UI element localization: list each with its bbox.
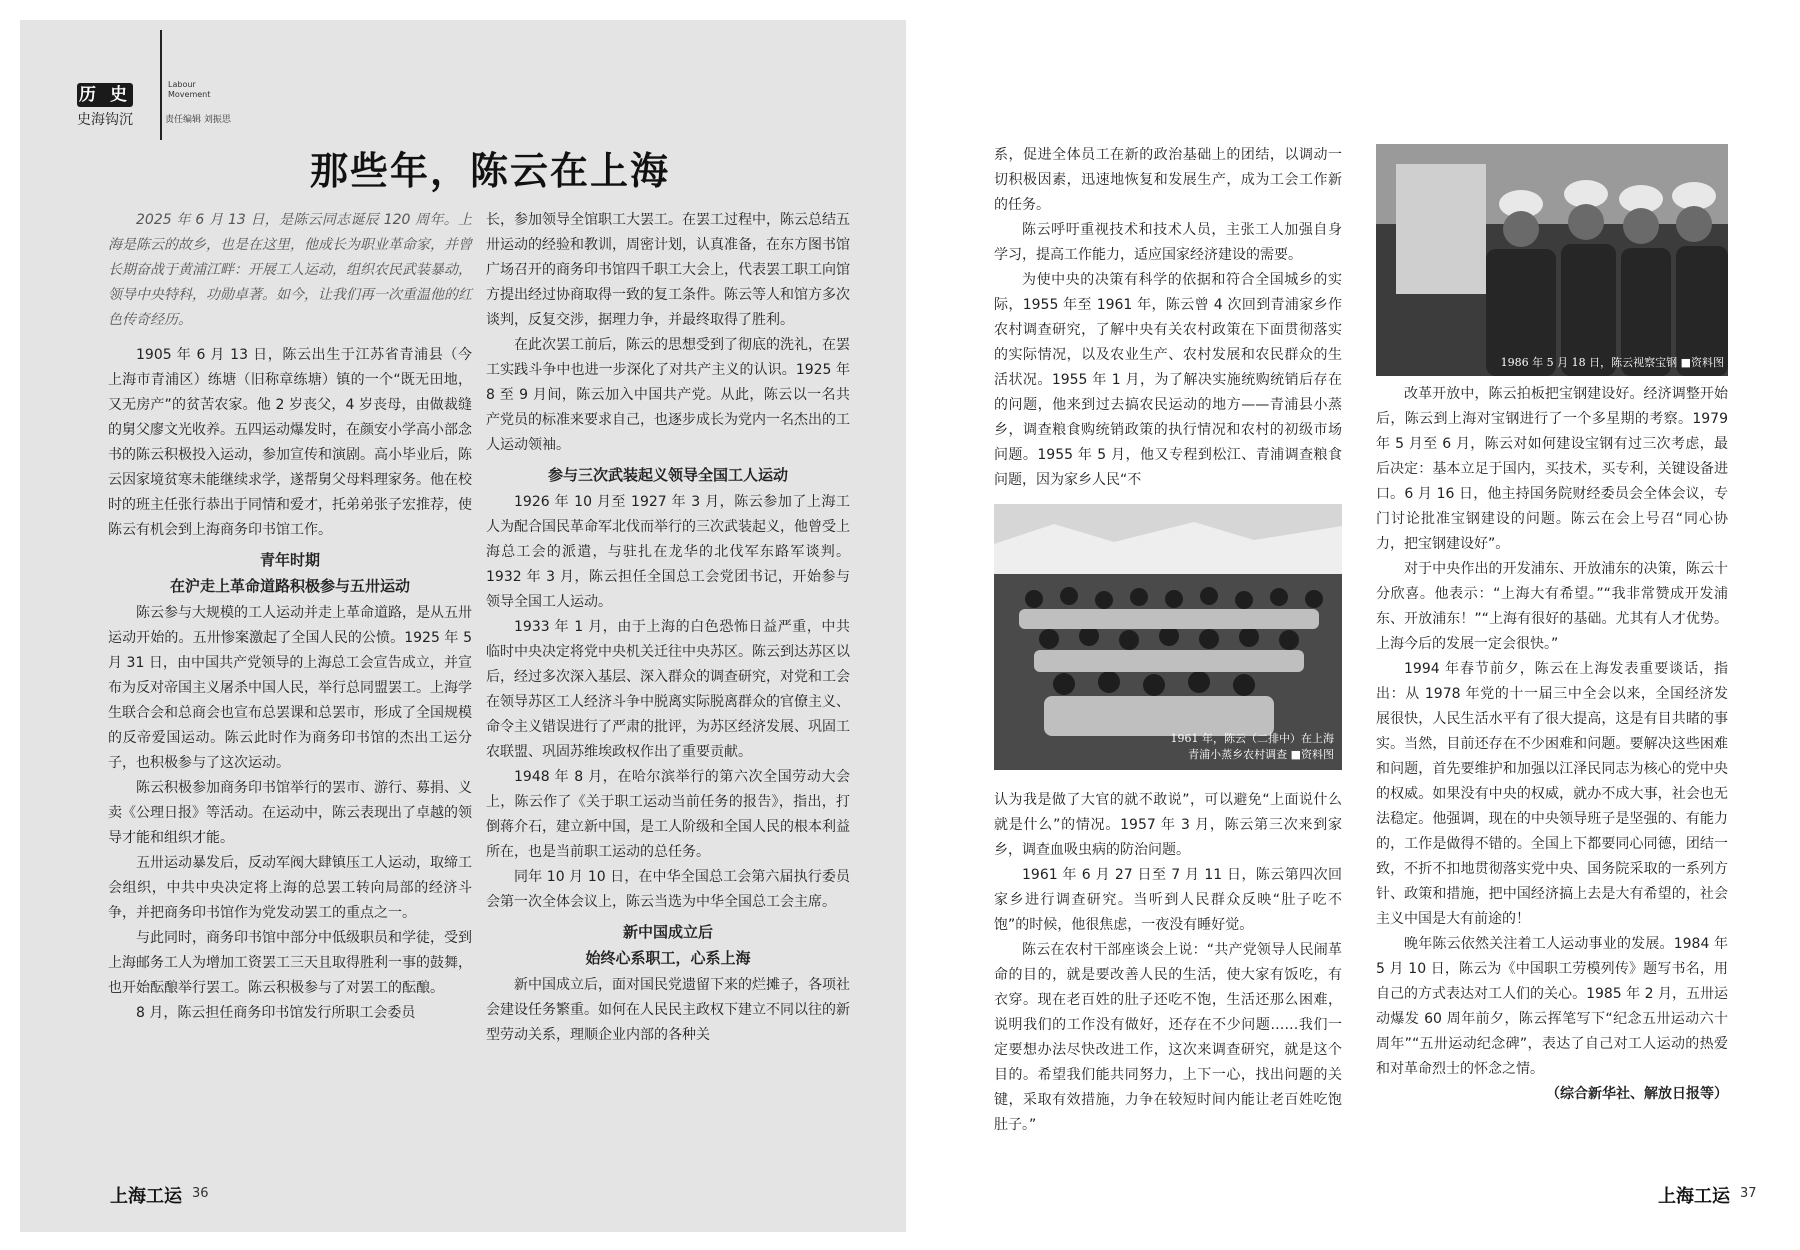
- section-english: Labour Movement: [168, 80, 211, 99]
- paragraph: 陈云在农村干部座谈会上说：“共产党领导人民闹革命的目的，就是要改善人民的生活，使大家有饭吃，有衣穿。现在老百姓的肚子还吃不饱，生活还那么困难，说明我们的工作没有做好，还存在不少问题……我们一定要想办法尽快改进工作，这次来调查研究，就是这个目的。希望我们能共同努力，上下一心，找出问题的关键，采取有效措施，力争在较短时间内能让老百姓吃饱肚子。”: [994, 942, 1342, 1133]
- baosteel-photo: [1376, 144, 1728, 376]
- editor-credit: 责任编辑 刘振思: [165, 115, 231, 125]
- paragraph: 陈云积极参加商务印书馆举行的罢市、游行、募捐、义卖《公理日报》等活动。在运动中，陈云表现出了卓越的领导才能和组织才能。: [108, 780, 472, 846]
- paragraph: 陈云参与大规模的工人运动并走上革命道路，是从五卅运动开始的。五卅惨案激起了全国人民的公愤。1925 年 5 月 31 日，由中国共产党领导的上海总工会宣告成立，并宣布为反对帝国主义屠杀中国人民，举行总同盟罢工。上海学生联合会和总商会也宣布总罢课和总罢市，形成了全国规模的反帝爱国运动。陈云此时作为商务印书馆的杰出工运分子，也积极参与了这次运动。: [108, 605, 472, 771]
- column-4: [1376, 382, 1728, 1107]
- column-1: [108, 208, 472, 1026]
- section-heading: 参与三次武装起义领导全国工人运动: [547, 466, 788, 484]
- paragraph: 对于中央作出的开发浦东、开放浦东的决策，陈云十分欣喜。他表示：“上海大有希望。”“我非常赞成开发浦东、开放浦东！”“上海有很好的基础。尤其有人才优势。上海今后的发展一定会很快。”: [1376, 561, 1728, 652]
- paragraph: 同年 10 月 10 日，在中华全国总工会第六届执行委员会第一次全体会议上，陈云当选为中华全国总工会主席。: [486, 869, 850, 910]
- paragraph: 为使中央的决策有科学的依据和符合全国城乡的实际，1955 年至 1961 年，陈云曾 4 次回到青浦家乡作农村调查研究，了解中央有关农村政策在下面贯彻落实的实际情况，以及农业生产、农村发展和农民群众的生活状况。1955 年 1 月，为了解决实施统购统销后存在的问题，他来到过去搞农民运动的地方——青浦县小蒸乡，调查粮食购统销政策的执行情况和农村的初级市场问题。1955 年 5 月，他又专程到松江、青浦调查粮食问题，因为家乡人民“不: [994, 272, 1342, 488]
- paragraph: 改革开放中，陈云拍板把宝钢建设好。经济调整开始后，陈云到上海对宝钢进行了一个多星期的考察。1979 年 5 月至 6 月，陈云对如何建设宝钢有过三次考虑，最后决定：基本立足于国内，买技术，买专利，关键设备进口。6 月 16 日，他主持国务院财经委员会全体会议，专门讨论批准宝钢建设的问题。陈云在会上号召“同心协力，把宝钢建设好”。: [1376, 386, 1728, 552]
- paragraph: 1905 年 6 月 13 日，陈云出生于江苏省青浦县（今上海市青浦区）练塘（旧称章练塘）镇的一个“既无田地，又无房产”的贫苦农家。他 2 岁丧父，4 岁丧母，由做裁缝的舅父廖文光收养。五四运动爆发时，在颜安小学高小部念书的陈云积极投入运动，参加宣传和演剧。高小毕业后，陈云因家境贫寒未能继续求学，遂帮舅父母料理家务。他在校时的班主任张行恭出于同情和爱才，托弟弟张子宏推荐，使陈云有机会到上海商务印书馆工作。: [108, 347, 472, 538]
- paragraph: 与此同时，商务印书馆中部分中低级职员和学徒，受到上海邮务工人为增加工资罢工三天且取得胜利一事的鼓舞，也开始酝酿举行罢工。陈云积极参与了对罢工的酝酿。: [108, 930, 472, 996]
- section-tag: 历 史: [77, 83, 133, 107]
- page-number-right: 37: [1740, 1186, 1757, 1201]
- column-3: [994, 143, 1342, 493]
- right-page: [906, 20, 1780, 1232]
- paragraph: 陈云呼吁重视技术和技术人员，主张工人加强自身学习，提高工作能力，适应国家经济建设的需要。: [994, 222, 1342, 263]
- paragraph: 在此次罢工前后，陈云的思想受到了彻底的洗礼，在罢工实践斗争中也进一步深化了对共产主义的认识。1925 年 8 至 9 月间，陈云加入中国共产党。从此，陈云以一名共产党员的标准来要求自己，也逐步成长为党内一名杰出的工人运动领袖。: [486, 337, 850, 453]
- page-number-left: 36: [192, 1186, 209, 1201]
- paragraph: 长，参加领导全馆职工大罢工。在罢工过程中，陈云总结五卅运动的经验和教训，周密计划，认真准备，在东方图书馆广场召开的商务印书馆四千职工大会上，代表罢工职工向馆方提出经过协商取得一致的复工条件。陈云等人和馆方多次谈判，反复交涉，据理力争，并最终取得了胜利。: [486, 212, 850, 328]
- article-title: 那些年，陈云在上海: [310, 148, 671, 193]
- photo-caption: 1961 年，陈云（二排中）在上海 青浦小蒸乡农村调查 ■资料图: [1170, 732, 1334, 761]
- column-3-continued: [994, 788, 1342, 1138]
- section-heading: 青年时期 在沪走上革命道路积极参与五卅运动: [169, 551, 410, 595]
- source-credit: （综合新华社、解放日报等）: [1546, 1086, 1728, 1102]
- paragraph: 1933 年 1 月，由于上海的白色恐怖日益严重，中共临时中央决定将党中央机关迁往中央苏区。陈云到达苏区以后，经过多次深入基层、深入群众的调查研究，对党和工会在领导苏区工人经济斗争中脱离实际脱离群众的官僚主义、命令主义错误进行了严肃的批评，为苏区经济发展、巩固工农联盟、巩固苏维埃政权作出了重要贡献。: [486, 619, 850, 760]
- photo-caption: 1986 年 5 月 18 日，陈云视察宝钢 ■资料图: [1500, 356, 1724, 369]
- paragraph: 8 月，陈云担任商务印书馆发行所职工会委员: [136, 1005, 416, 1021]
- left-page: [20, 20, 906, 1232]
- paragraph: 1961 年 6 月 27 日至 7 月 11 日，陈云第四次回家乡进行调查研究。当听到人民群众反映“肚子吃不饱”的时候，他很焦虑，一夜没有睡好觉。: [994, 867, 1342, 933]
- paragraph: 1926 年 10 月至 1927 年 3 月，陈云参加了上海工人为配合国民革命军北伐而举行的三次武装起义，他曾受上海总工会的派遣，与驻扎在龙华的北伐军东路军谈判。1932 年 3 月，陈云担任全国总工会党团书记，开始参与领导全国工人运动。: [486, 494, 850, 610]
- section-heading: 新中国成立后 始终心系职工，心系上海: [585, 923, 751, 967]
- village-group-photo: [994, 504, 1342, 770]
- paragraph: 认为我是做了大官的就不敢说”，可以避免“上面说什么就是什么”的情况。1957 年 3 月，陈云第三次来到家乡，调查血吸虫病的防治问题。: [994, 792, 1342, 858]
- column-2: [486, 208, 850, 1048]
- intro-paragraph: 2025 年 6 月 13 日，是陈云同志诞辰 120 周年。上海是陈云的故乡，也是在这里，他成长为职业革命家，并曾长期奋战于黄浦江畔：开展工人运动，组织农民武装暴动，领导中央特科，功勋卓著。如今，让我们再一次重温他的红色传奇经历。: [108, 212, 472, 328]
- section-subtitle: 史海钩沉: [77, 112, 133, 128]
- header-divider: [160, 30, 162, 140]
- paragraph: 1948 年 8 月，在哈尔滨举行的第六次全国劳动大会上，陈云作了《关于职工运动当前任务的报告》，指出，打倒蒋介石，建立新中国，是工人阶级和全国人民的根本利益所在，也是当前职工运动的总任务。: [486, 769, 850, 860]
- magazine-logo: 上海工运: [1658, 1186, 1730, 1207]
- paragraph: 新中国成立后，面对国民党遗留下来的烂摊子，各项社会建设任务繁重。如何在人民民主政权下建立不同以往的新型劳动关系，理顺企业内部的各种关: [486, 977, 850, 1043]
- paragraph: 晚年陈云依然关注着工人运动事业的发展。1984 年 5 月 10 日，陈云为《中国职工劳模列传》题写书名，用自己的方式表达对工人们的关心。1985 年 2 月，五卅运动爆发 60 周年前夕，陈云挥笔写下“纪念五卅运动六十周年”“五卅运动纪念碑”，表达了自己对工人运动的热爱和对革命烈士的怀念之情。: [1376, 936, 1728, 1077]
- magazine-logo: 上海工运: [110, 1186, 182, 1207]
- paragraph: 五卅运动暴发后，反动军阀大肆镇压工人运动，取缔工会组织，中共中央决定将上海的总罢工转向局部的经济斗争，并把商务印书馆作为党发动罢工的重点之一。: [108, 855, 472, 921]
- paragraph: 系，促进全体员工在新的政治基础上的团结，以调动一切积极因素，迅速地恢复和发展生产，成为工会工作新的任务。: [994, 147, 1342, 213]
- paragraph: 1994 年春节前夕，陈云在上海发表重要谈话，指出：从 1978 年党的十一届三中全会以来，全国经济发展很快，人民生活水平有了很大提高，这是有目共睹的事实。当然，目前还存在不少困难和问题。要解决这些困难和问题，首先要维护和加强以江泽民同志为核心的党中央的权威。如果没有中央的权威，就办不成大事，社会也无法稳定。他强调，现在的中央领导班子是坚强的、有能力的，工作是做得不错的。全国上下都要同心同德，团结一致，不折不扣地贯彻落实党中央、国务院采取的一系列方针、政策和措施，把中国经济搞上去是大有希望的，社会主义中国是大有前途的！: [1376, 661, 1728, 927]
